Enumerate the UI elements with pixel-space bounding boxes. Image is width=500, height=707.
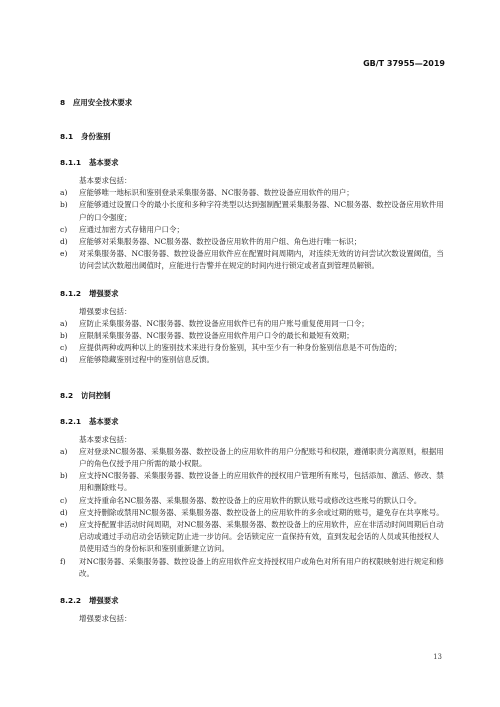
item-text: 应支持删除或禁用NC服务器、采集服务器、数控设备上的应用软件的多余或过期的账号，避免存在共享账号。: [79, 507, 444, 517]
item-marker: a): [60, 446, 68, 456]
item-marker: e): [60, 520, 68, 530]
list-item: [60, 224, 444, 236]
section-intro: 增强要求包括：: [79, 306, 132, 316]
section-number: 8.1.2: [60, 288, 82, 298]
item-marker: b): [60, 331, 68, 341]
section-intro: 增强要求包括：: [79, 614, 132, 624]
section-title: 访问控制: [81, 390, 111, 400]
section-8-1-2-heading: [60, 288, 444, 299]
item-text: 应能够唯一地标识和鉴别登录采集服务器、NC服务器、数控设备应用软件的用户；: [79, 188, 354, 198]
item-text: 对采集服务器、NC服务器、数控设备应用软件应在配置时间周期内，对连续无效的访问尝试次数设置阈值，当访问尝试次数超出阈值时，应能进行告警并在规定的时间内进行锁定或者直到管理员解锁。: [79, 249, 444, 271]
item-marker: a): [60, 318, 68, 328]
item-marker: c): [60, 495, 68, 505]
item-text: 应能够通过设置口令的最小长度和多种字符类型以达到强制配置采集服务器、NC服务器、数控设备应用软件用户的口令强度；: [79, 200, 444, 222]
section-8-2-2-heading: [60, 595, 444, 606]
item-marker: a): [60, 188, 68, 198]
item-marker: e): [60, 249, 68, 259]
list-item: [60, 556, 444, 580]
section-8-1-1-heading: [60, 157, 444, 168]
section-title: 增强要求: [89, 288, 119, 298]
section-8-1-heading: [60, 131, 444, 142]
list-item: [60, 318, 444, 330]
item-text: 应支持重命名NC服务器、采集服务器、数控设备上的应用软件的默认账号或修改这些账号的默认口令。: [79, 495, 422, 505]
list-item: [60, 236, 444, 248]
item-text: 应限制采集服务器、NC服务器、数控设备应用软件用户口令的最长和最短有效期；: [79, 331, 354, 341]
list-item: [60, 495, 444, 507]
item-text: 应能够隐藏鉴别过程中的鉴别信息反馈。: [79, 355, 214, 365]
list-item: [60, 519, 444, 556]
item-text: 应支持NC服务器、采集服务器、数控设备上的应用软件的授权用户管理所有账号，包括添加、激活、修改、禁用和删除账号。: [79, 471, 444, 493]
list-item: [60, 199, 444, 223]
item-marker: b): [60, 200, 68, 210]
item-marker: f): [60, 556, 66, 566]
list-item: [60, 446, 444, 470]
section-number: 8.2.2: [60, 596, 82, 606]
item-marker: c): [60, 224, 68, 234]
item-text: 对NC服务器、采集服务器、数控设备上的应用软件应支持授权用户或角色对所有用户的权限映射进行规定和修改。: [79, 556, 444, 578]
section-title: 应用安全技术要求: [73, 98, 133, 107]
section-title: 基本要求: [89, 158, 119, 167]
item-marker: d): [60, 237, 68, 247]
section-intro: 基本要求包括：: [79, 434, 132, 444]
item-text: 应支持配置非活动时间周期，对NC服务器、采集服务器、数控设备上的应用软件，应在非活动时间周期后自动启动或通过手动启动会话锁定防止进一步访问。会话锁定应一直保持有效，直到发起会话的人员或其他授权人员使用适当的身份标识和鉴别重新建立访问。: [79, 520, 444, 554]
page-number: 13: [433, 653, 442, 661]
standard-code: GB/T 37955—2019: [363, 59, 445, 68]
list-item: [60, 330, 444, 342]
section-number: 8.1.1: [60, 158, 82, 167]
item-text: 应对登录NC服务器、采集服务器、数控设备上的应用软件的用户分配账号和权限，遵循职责分离原则，根据用户的角色仅授予用户所需的最小权限。: [79, 446, 444, 469]
section-8-2-1-heading: [60, 416, 444, 427]
section-number: 8.2: [60, 390, 74, 400]
list-item: [60, 507, 444, 519]
item-text: 应通过加密方式存储用户口令；: [79, 224, 184, 234]
section-number: 8.2.1: [60, 416, 82, 426]
section-8-heading: [60, 97, 444, 108]
list-item: [60, 248, 444, 272]
content-body: [60, 93, 444, 625]
section-title: 身份鉴别: [81, 132, 111, 141]
list-item: [60, 354, 444, 366]
section-number: 8.1: [60, 132, 74, 141]
section-title: 增强要求: [89, 596, 119, 606]
list-item: [60, 470, 444, 494]
item-marker: d): [60, 507, 68, 517]
section-8-2-heading: [60, 390, 444, 401]
item-text: 应能够对采集服务器、NC服务器、数控设备应用软件的用户组、角色进行唯一标识；: [79, 237, 362, 247]
list-item: [60, 187, 444, 199]
item-text: 应防止采集服务器、NC服务器、数控设备应用软件已有的用户账号重复使用同一口令；: [79, 318, 369, 328]
section-intro: 基本要求包括：: [79, 176, 132, 185]
list-item: [60, 342, 444, 354]
section-title: 基本要求: [89, 416, 119, 426]
item-text: 应提供两种或两种以上的鉴别技术来进行身份鉴别，其中至少有一种身份鉴别信息是不可伪造的；: [79, 343, 402, 353]
item-marker: b): [60, 471, 68, 481]
item-marker: d): [60, 355, 68, 365]
section-number: 8: [60, 98, 66, 107]
item-marker: c): [60, 343, 68, 353]
